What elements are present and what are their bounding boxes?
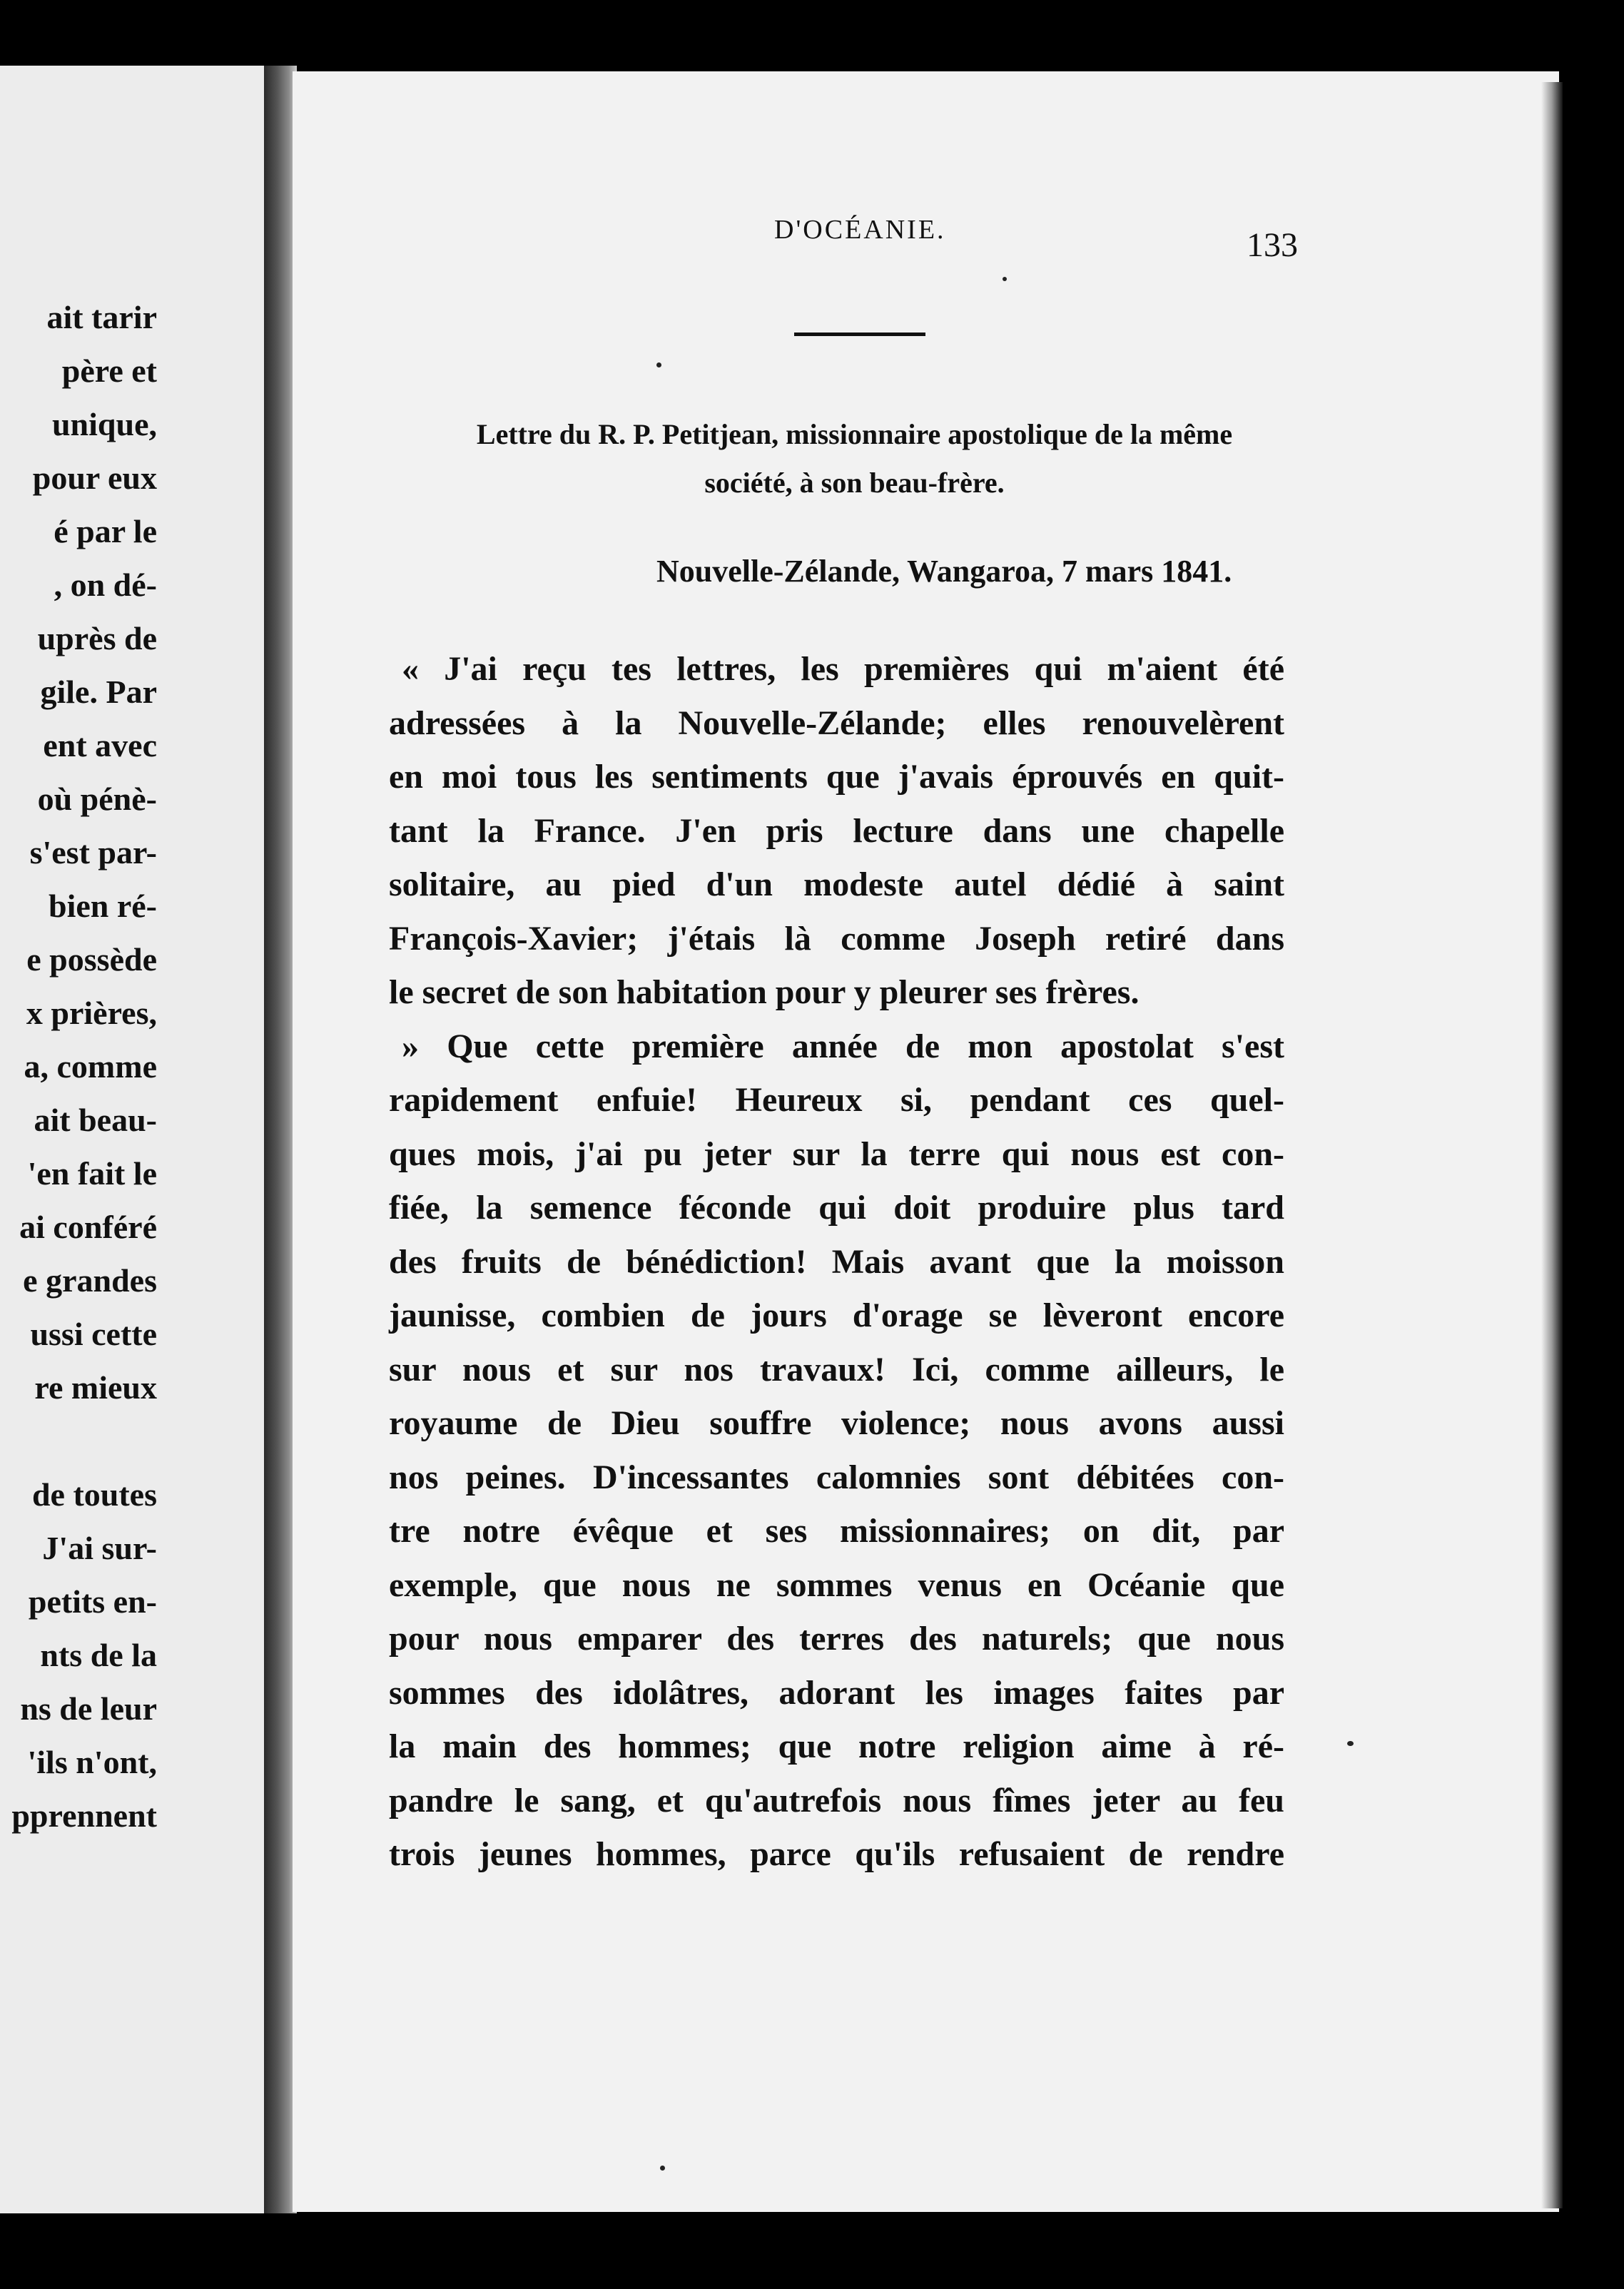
body-line: nos peines. D'incessantes calomnies sont débitées con- — [389, 1458, 1284, 1496]
left-line: où pénè- — [37, 781, 157, 817]
left-line: é par le — [54, 513, 157, 549]
left-page — [0, 66, 271, 2213]
left-line: J'ai sur- — [42, 1530, 157, 1566]
body-line: pandre le sang, et qu'autrefois nous fîmes jeter au feu — [389, 1781, 1284, 1819]
body-line: la main des hommes; que notre religion aime à ré- — [389, 1727, 1284, 1765]
heading-line: société, à son beau-frère. — [704, 467, 1005, 499]
body-line: fiée, la semence féconde qui doit produire plus tard — [389, 1189, 1284, 1227]
body-line: sur nous et sur nos travaux! Ici, comme ailleurs, le — [389, 1350, 1284, 1389]
letter-body — [389, 642, 1284, 1882]
body-line: royaume de Dieu souffre violence; nous avons aussi — [389, 1404, 1284, 1442]
left-line: ussi cette — [30, 1316, 157, 1352]
left-line: e grandes — [23, 1262, 157, 1299]
heading-rule — [794, 333, 925, 336]
body-line: jaunisse, combien de jours d'orage se lèveront encore — [389, 1296, 1284, 1334]
left-line-gap — [11, 1414, 157, 1468]
ink-speck — [660, 2166, 665, 2171]
body-line: sommes des idolâtres, adorant les images faites par — [389, 1673, 1284, 1712]
left-line: e possède — [26, 941, 157, 978]
body-line: « J'ai reçu tes lettres, les premières qui m'aient été — [402, 650, 1284, 688]
body-line: le secret de son habitation pour y pleurer ses frères. — [389, 973, 1140, 1011]
letter-heading — [410, 410, 1299, 507]
ink-speck — [1347, 1741, 1354, 1746]
body-line: ques mois, j'ai pu jeter sur la terre qui nous est con- — [389, 1135, 1284, 1173]
left-line: bien ré- — [48, 888, 157, 924]
left-line: 'ils n'ont, — [27, 1744, 157, 1780]
ink-speck — [1003, 277, 1007, 281]
body-line: en moi tous les sentiments que j'avais éprouvés en quit- — [389, 758, 1284, 796]
body-line: tant la France. J'en pris lecture dans une chapelle — [389, 811, 1284, 850]
left-line: ent avec — [43, 727, 157, 763]
left-line: ait tarir — [46, 299, 157, 335]
body-line: exemple, que nous ne sommes venus en Océanie que — [389, 1565, 1284, 1604]
left-line: , on dé- — [54, 567, 157, 603]
ink-speck — [656, 362, 661, 367]
heading-line: Lettre du R. P. Petitjean, missionnaire apostolique de la même — [476, 418, 1233, 450]
body-line: trois jeunes hommes, parce qu'ils refusaient de rendre — [389, 1835, 1284, 1873]
body-line: tre notre évêque et ses missionnaires; on dit, par — [389, 1512, 1284, 1550]
body-line: adressées à la Nouvelle-Zélande; elles renouvelèrent — [389, 704, 1284, 742]
left-line: pprennent — [11, 1797, 157, 1834]
left-line: 'en fait le — [27, 1155, 157, 1192]
body-line: solitaire, au pied d'un modeste autel dédié à saint — [389, 866, 1284, 903]
left-line: s'est par- — [29, 834, 157, 871]
left-page-text — [11, 290, 157, 1842]
body-line: pour nous emparer des terres des naturels; que nous — [389, 1620, 1284, 1658]
left-line: x prières, — [26, 995, 157, 1031]
page-number: 133 — [1247, 226, 1298, 264]
body-line: rapidement enfuie! Heureux si, pendant ces quel- — [389, 1081, 1284, 1119]
body-line: des fruits de bénédiction! Mais avant que la moisson — [389, 1242, 1284, 1281]
left-line: ns de leur — [20, 1690, 157, 1727]
body-line: » Que cette première année de mon apostolat s'est — [402, 1027, 1284, 1065]
left-line: a, comme — [24, 1048, 157, 1085]
left-line: petits en- — [28, 1583, 157, 1620]
page-edge-shadow — [1541, 82, 1563, 2208]
running-head: D'OCÉANIE. — [774, 215, 946, 245]
left-line: unique, — [51, 406, 157, 442]
left-line: nts de la — [40, 1637, 157, 1673]
dateline: Nouvelle-Zélande, Wangaroa, 7 mars 1841. — [656, 554, 1232, 589]
left-line: père et — [61, 352, 157, 389]
left-line: de toutes — [31, 1476, 157, 1513]
left-line: re mieux — [34, 1369, 157, 1406]
body-line: François-Xavier; j'étais là comme Joseph retiré dans — [389, 919, 1284, 958]
left-line: pour eux — [32, 460, 157, 496]
left-line: uprès de — [37, 620, 157, 656]
left-line: gile. Par — [40, 674, 157, 710]
left-line: ait beau- — [34, 1102, 157, 1138]
left-line: ai conféré — [19, 1209, 157, 1245]
